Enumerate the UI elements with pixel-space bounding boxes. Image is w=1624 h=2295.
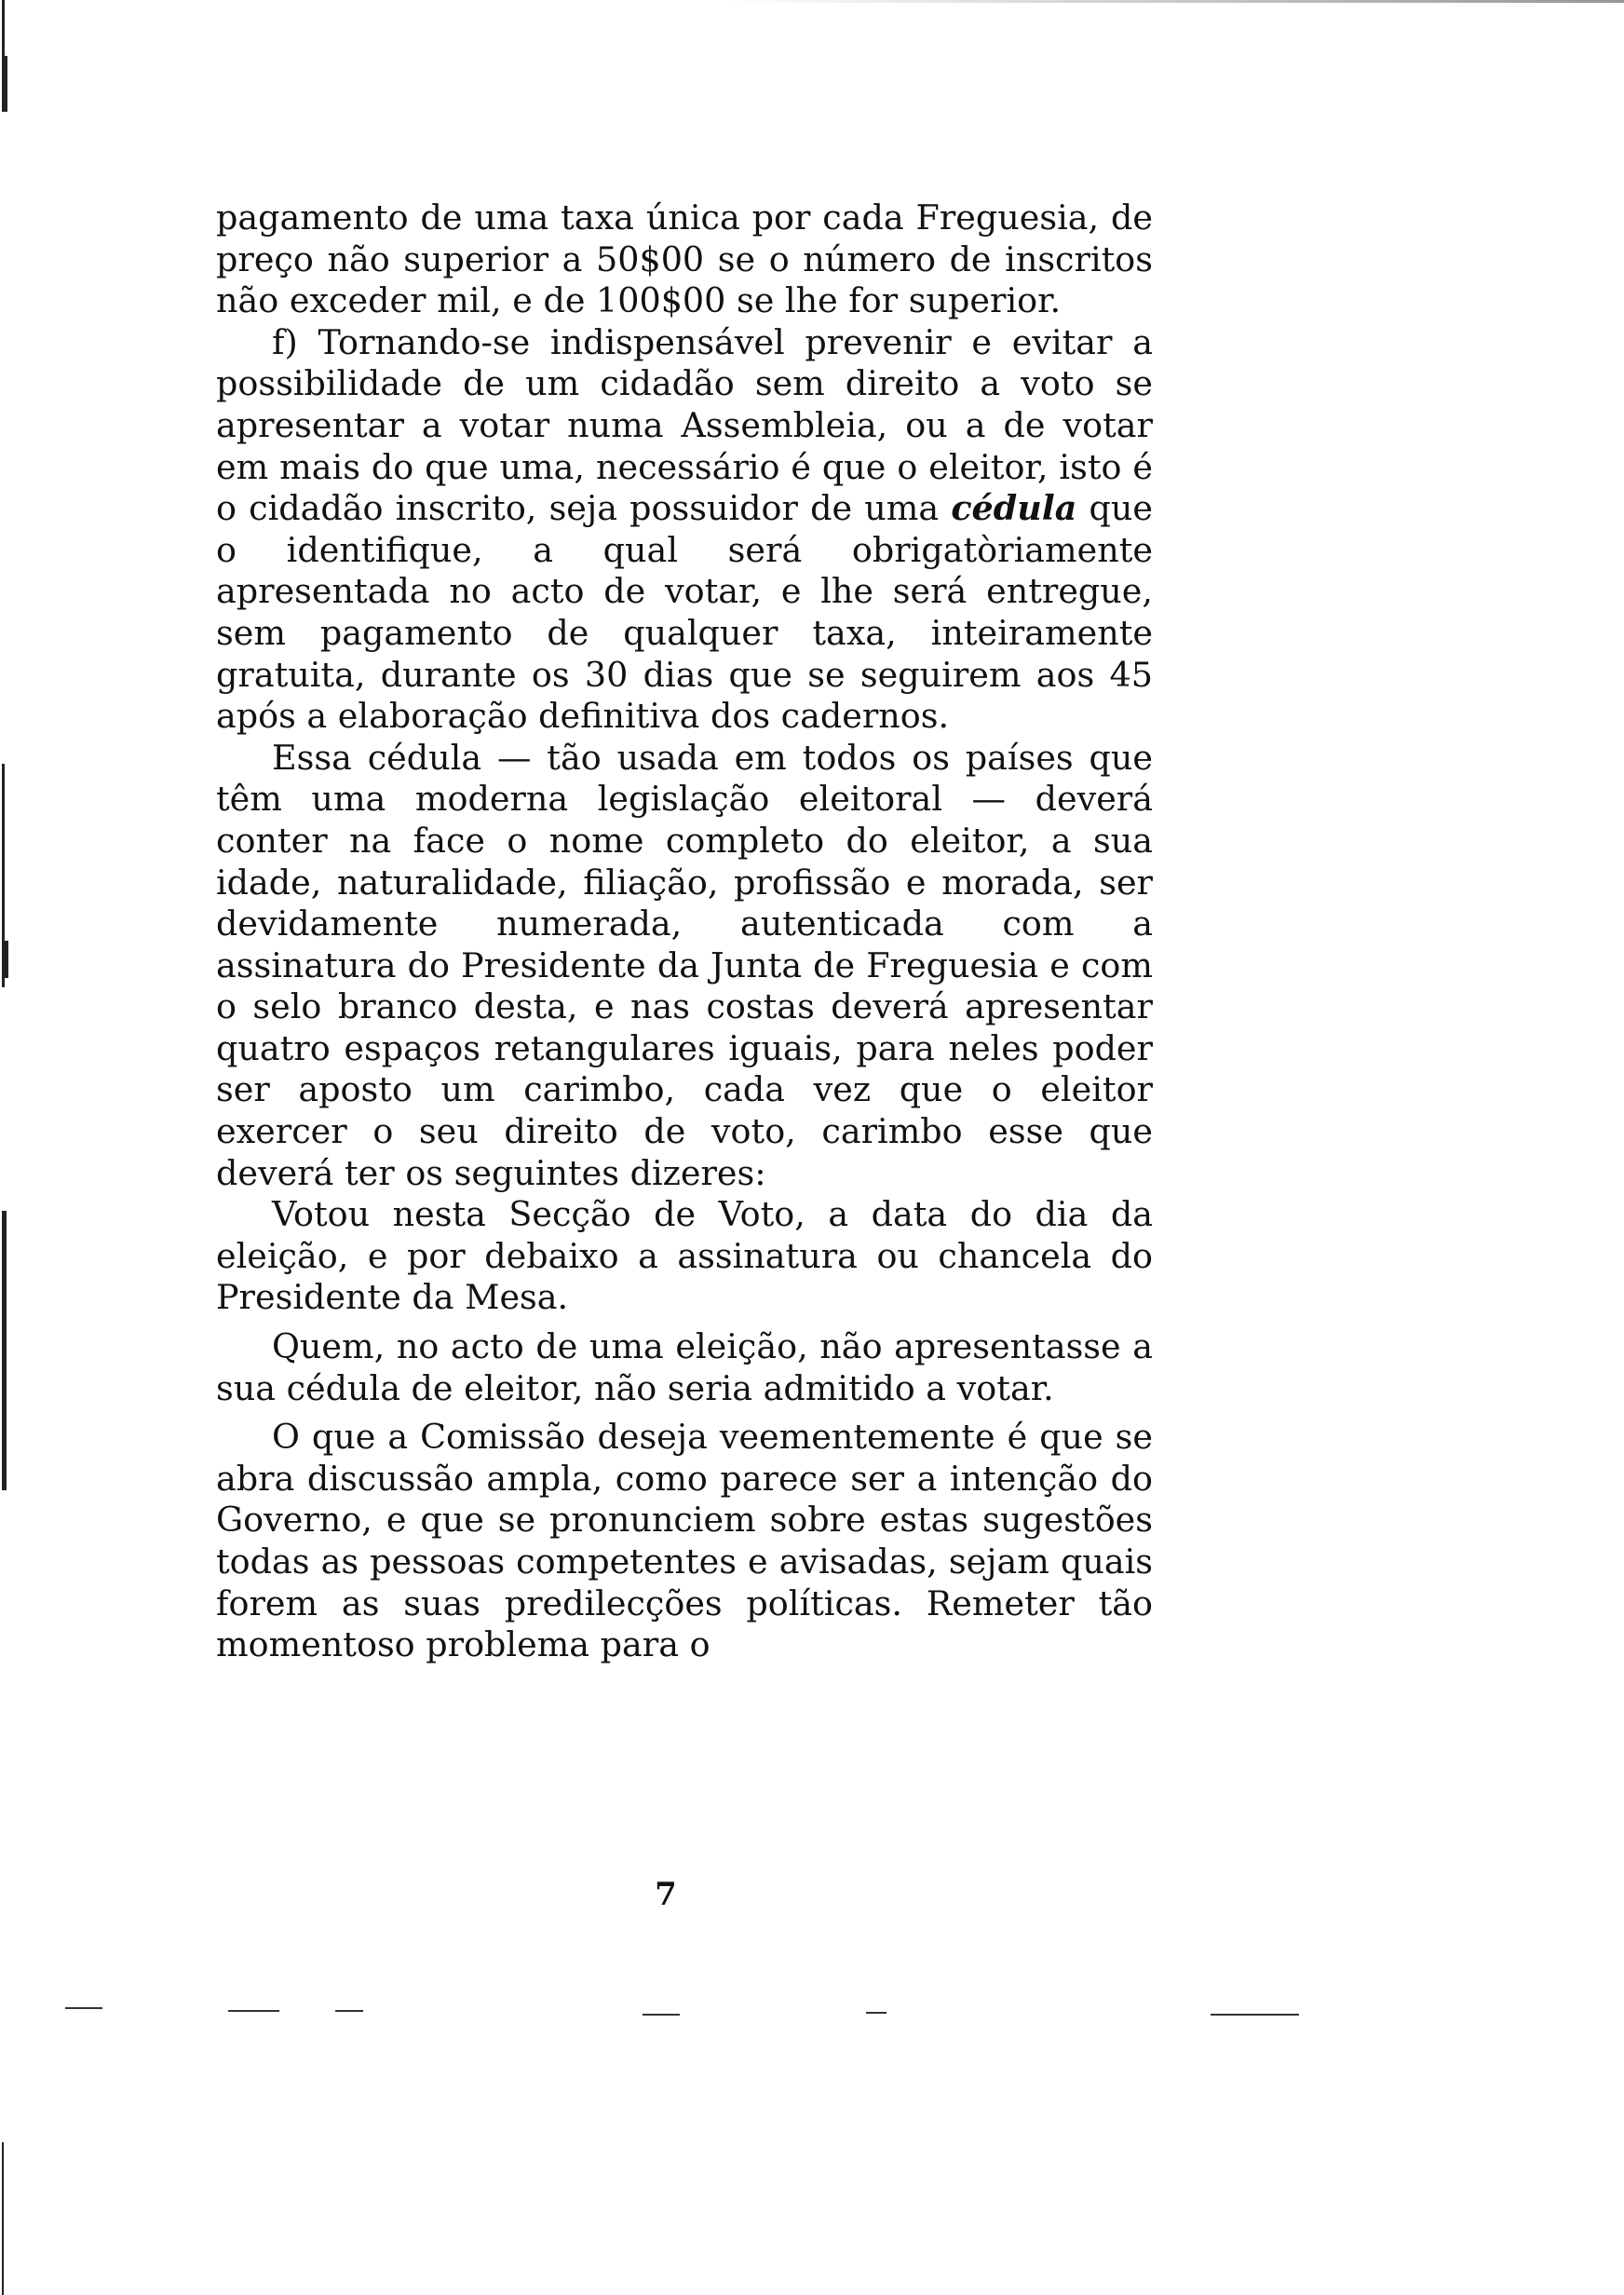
body-text (216, 197, 1153, 1666)
paragraph-admission: Quem, no acto de uma eleição, não apresentasse a sua cédula de eleitor, não seria admitido a votar. (216, 1326, 1153, 1408)
paragraph-commission: O que a Comissão deseja veementemente é que se abra discussão ampla, como parece ser a intenção do Governo, e que se pronunciem sobre estas sugestões todas as pessoas competentes e avisadas, sejam quais forem as suas predilecções políticas. Remeter tão momentoso problema para o (216, 1417, 1153, 1665)
paragraph-stamp-text: Votou nesta Secção de Voto, a data do dia da eleição, e por debaixo a assinatura ou chancela do Presidente da Mesa. (216, 1194, 1153, 1318)
paragraph-item-f-text-b: que o identifique, a qual será obrigatòriamente apresentada no acto de votar, e lhe será entregue, sem pagamento de qualquer taxa, inteiramente gratuita, durante os 30 dias que se seguirem aos 45 após a elaboração definitiva dos cadernos. (216, 488, 1154, 737)
paragraph-item-f (216, 322, 1153, 738)
paragraph-cedula: Essa cédula — tão usada em todos os países que têm uma moderna legislação eleitoral — deverá conter na face o nome completo do eleitor, a sua idade, naturalidade, filiação, profissão e morada, ser devidamente numerada, autenticada com a assinatura do Presidente da Junta de Freguesia e com o selo branco desta, e nas costas deverá apresentar quatro espaços retangulares iguais, para neles poder ser aposto um carimbo, cada vez que o eleitor exercer o seu direito de voto, carimbo esse que deverá ter os seguintes dizeres: (216, 737, 1153, 1193)
scan-edge-top (726, 0, 1624, 3)
scan-edge-left (0, 0, 9, 2295)
page-number: 7 (655, 1876, 677, 1913)
paragraph-continuation: pagamento de uma taxa única por cada Freguesia, de preço não superior a 50$00 se o número de inscritos não exceder mil, e de 100$00 se lhe for superior. (216, 197, 1153, 321)
paragraph-item-f-italic: cédula (951, 488, 1077, 529)
paragraph-item-f-text-a: f) Tornando-se indispensável prevenir e evitar a possibilidade de um cidadão sem direito a voto se apresentar a votar numa Assembleia, ou a de votar em mais do que uma, necessário é que o eleitor, isto é o cidadão inscrito, seja possuidor de uma (216, 321, 1153, 529)
